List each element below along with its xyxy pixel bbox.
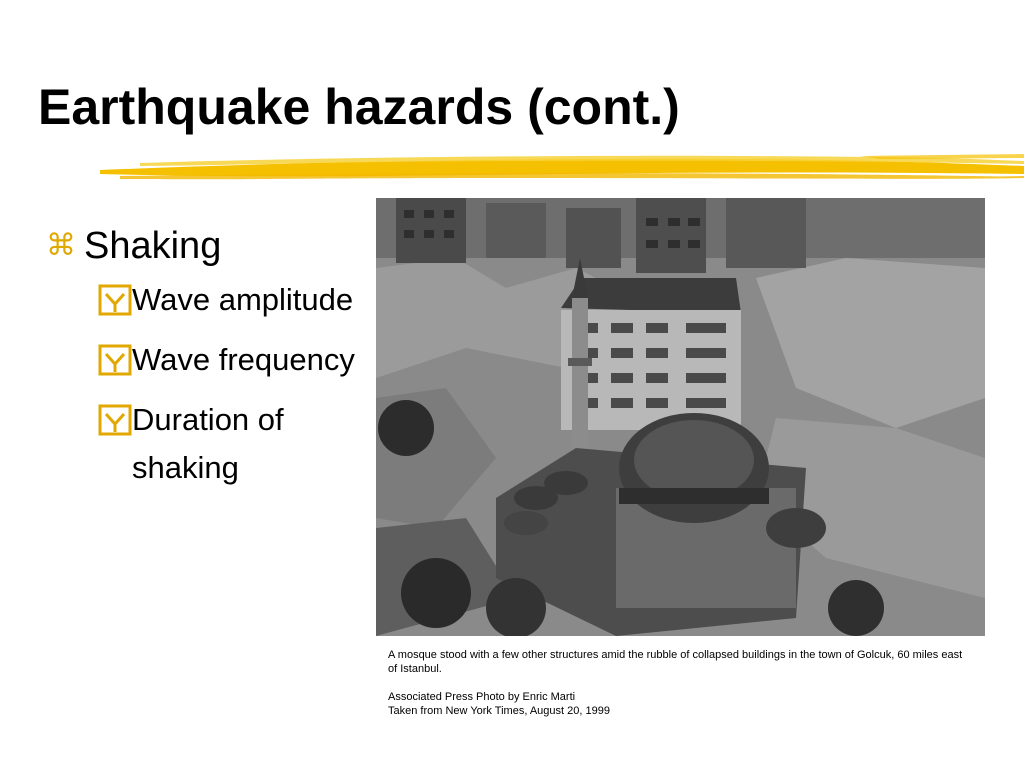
sub-bullet-wave-frequency (98, 336, 366, 384)
photo-caption: A mosque stood with a few other structures amid the rubble of collapsed buildings in the town of Golcuk, 60 miles east of Istanbul. (388, 649, 963, 675)
sub-bullet-list (46, 276, 366, 492)
bullet-shaking (46, 222, 366, 270)
sub-bullet-text: Wave frequency (132, 342, 355, 377)
photo-credit (388, 690, 968, 718)
command-key-icon: ⌘ (46, 229, 76, 262)
sub-bullet-wave-amplitude (98, 276, 366, 324)
photo-credit-line2: Taken from New York Times, August 20, 1999 (388, 705, 610, 717)
bullet-list (46, 222, 366, 504)
slide-title: Earthquake hazards (cont.) (38, 79, 680, 135)
sub-bullet-container (46, 276, 366, 492)
sub-bullet-text: Duration of shaking (132, 402, 284, 485)
yellow-brush-underline (100, 150, 1024, 190)
mosque-rubble-photo (376, 198, 985, 636)
checkbox-icon (98, 404, 132, 436)
sub-bullet-text: Wave amplitude (132, 282, 354, 317)
bullet-shaking-text: Shaking (84, 225, 222, 267)
checkbox-icon (98, 344, 132, 376)
sub-bullet-duration (98, 396, 366, 492)
earthquake-photo (376, 198, 985, 636)
photo-credit-line1: Associated Press Photo by Enric Marti (388, 691, 576, 703)
checkbox-icon (98, 284, 132, 316)
